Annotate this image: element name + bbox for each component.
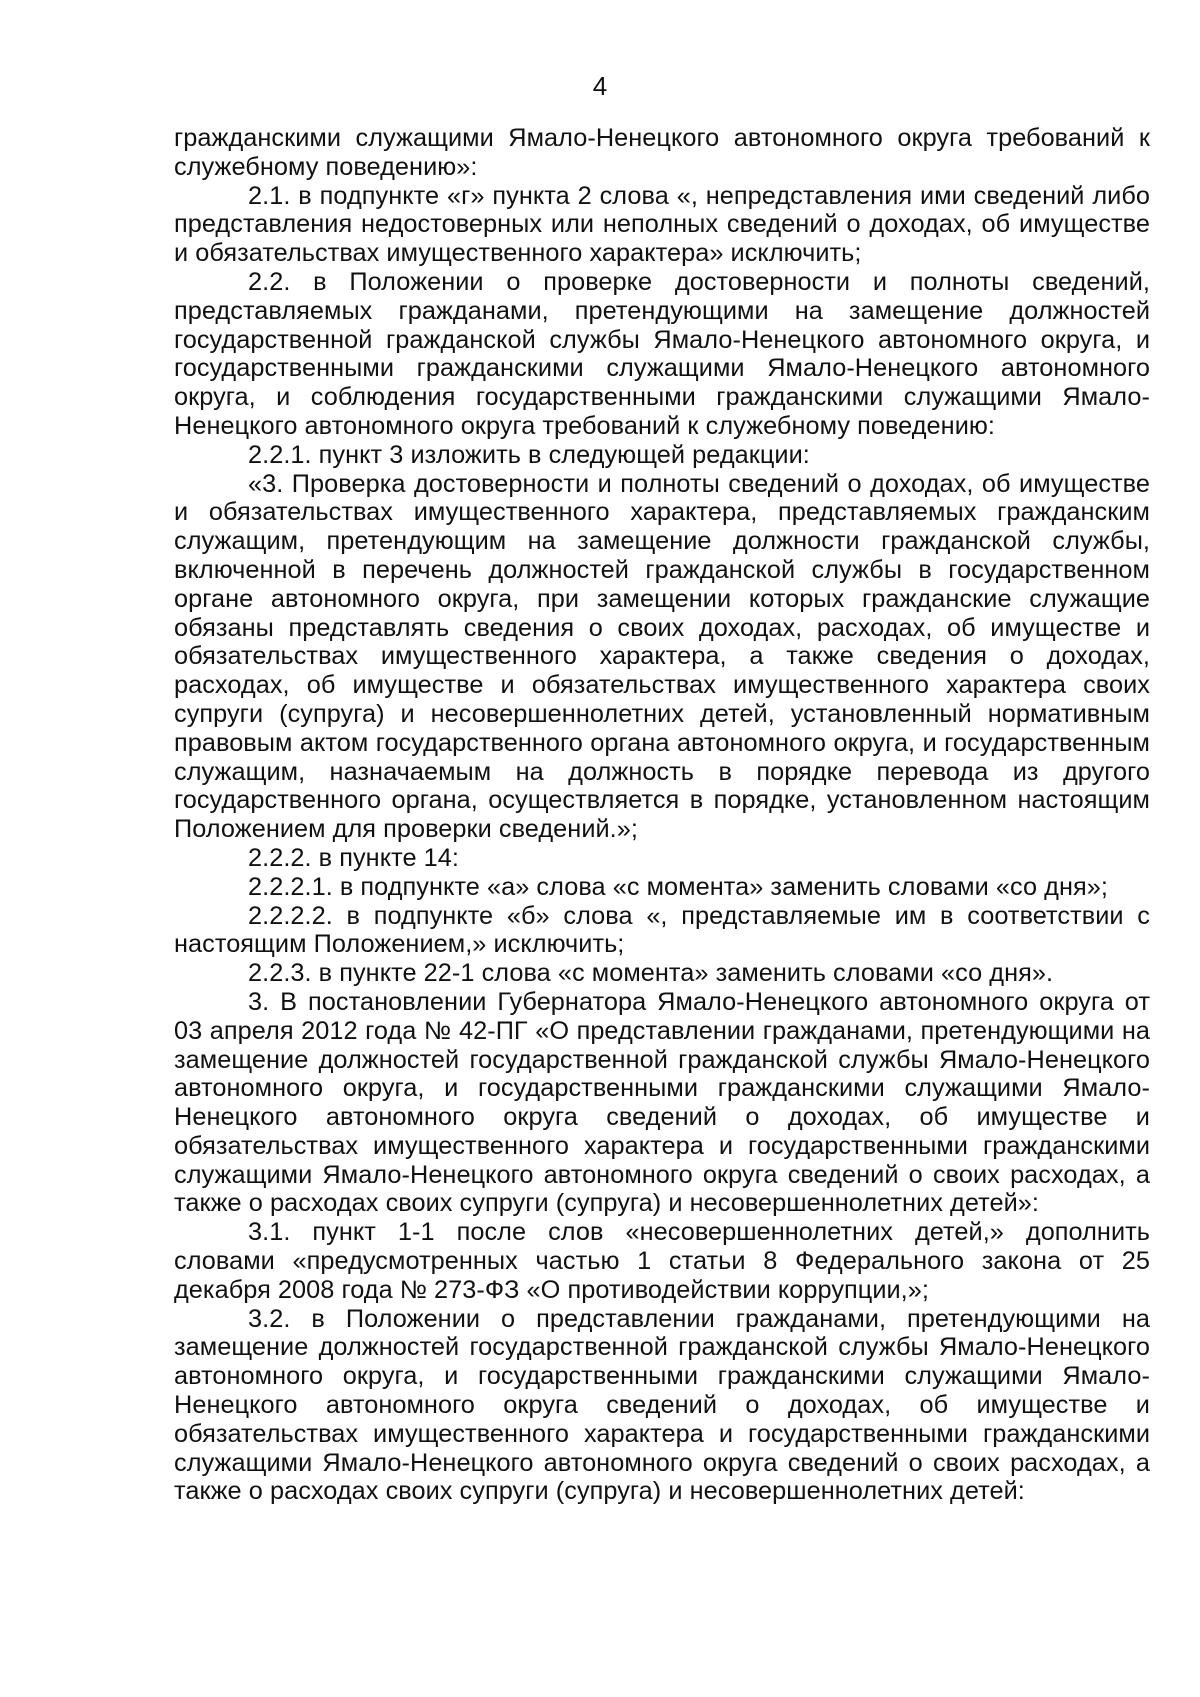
document-body [174, 124, 1150, 1506]
paragraph-2-2: 2.2. в Положении о проверке достоверности и полноты сведений, представляемых гражданами, претендующими на замещение должностей государственной гражданской службы Ямало-Ненецкого автономного округа, и государственными гражданскими служащими Ямало-Ненецкого автономного округа, и соблюдения государственными гражданскими служащими Ямало-Ненецкого автономного округа требований к служебному поведению: [174, 267, 1150, 440]
paragraph-2-2-2-2: 2.2.2.2. в подпункте «б» слова «, представляемые им в соответствии с настоящим Положением,» исключить; [174, 901, 1150, 959]
paragraph-continuation: гражданскими служащими Ямало-Ненецкого автономного округа требований к служебному поведению»: [174, 124, 1150, 181]
paragraph-2-2-2-1: 2.2.2.1. в подпункте «а» слова «с момента» заменить словами «со дня»; [248, 872, 1108, 901]
paragraph-3-2: 3.2. в Положении о представлении гражданами, претендующими на замещение должностей государственной гражданской службы Ямало-Ненецкого автономного округа, и государственными гражданскими служащими Ямало-Ненецкого автономного округа сведений о доходах, об имуществе и обязательствах имущественного характера и государственными гражданскими служащими Ямало-Ненецкого автономного округа сведений о своих расходах, а также о расходах своих супруги (супруга) и несовершеннолетних детей: [174, 1304, 1150, 1506]
paragraph-2-2-1: 2.2.1. пункт 3 изложить в следующей редакции: [248, 440, 810, 469]
paragraph-2-1: 2.1. в подпункте «г» пункта 2 слова «, непредставления ими сведений либо представления недостоверных или неполных сведений о доходах, об имуществе и обязательствах имущественного характера» исключить; [174, 181, 1150, 268]
page-number: 4 [592, 71, 608, 101]
paragraph-2-2-2: 2.2.2. в пункте 14: [248, 843, 459, 872]
paragraph-3-1: 3.1. пункт 1-1 после слов «несовершеннолетних детей,» дополнить словами «предусмотренных частью 1 статьи 8 Федерального закона от 25 декабря 2008 года № 273-ФЗ «О противодействии коррупции,»; [174, 1218, 1150, 1304]
paragraph-quoted-item-3: «3. Проверка достоверности и полноты сведений о доходах, об имуществе и обязательствах имущественного характера, представляемых гражданским служащим, претендующим на замещение должности гражданской службы, включенной в перечень должностей гражданской службы в государственном органе автономного округа, при замещении которых гражданские служащие обязаны представлять сведения о своих доходах, расходах, об имуществе и обязательствах имущественного характера, а также сведения о доходах, расходах, об имуществе и обязательствах имущественного характера своих супруги (супруга) и несовершеннолетних детей, установленный нормативным правовым актом государственного органа автономного округа, и государственным служащим, назначаемым на должность в порядке перевода из другого государственного органа, осуществляется в порядке, установленном настоящим Положением для проверки сведений.»; [174, 469, 1150, 844]
paragraph-2-2-3: 2.2.3. в пункте 22-1 слова «с момента» заменить словами «со дня». [248, 959, 1054, 988]
paragraph-3: 3. В постановлении Губернатора Ямало-Ненецкого автономного округа от 03 апреля 2012 года № 42-ПГ «О представлении гражданами, претендующими на замещение должностей государственной гражданской службы Ямало-Ненецкого автономного округа, и государственными гражданскими служащими Ямало-Ненецкого автономного округа сведений о доходах, об имуществе и обязательствах имущественного характера и государственными гражданскими служащими Ямало-Ненецкого автономного округа сведений о своих расходах, а также о расходах своих супруги (супруга) и несовершеннолетних детей»: [174, 987, 1150, 1218]
